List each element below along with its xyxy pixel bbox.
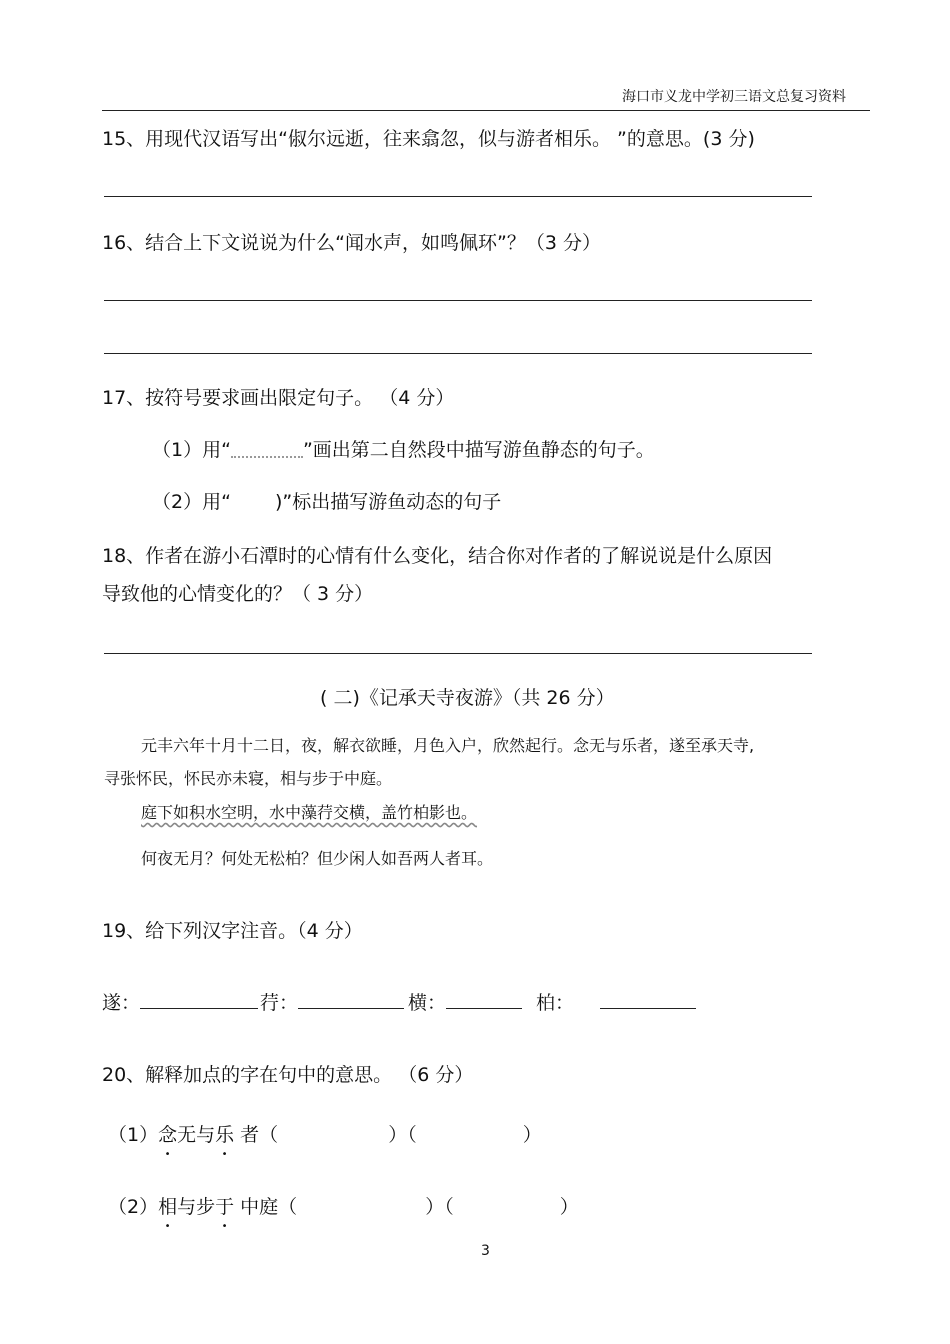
item-text: 无与 <box>177 1124 216 1146</box>
question-20: 20、解释加点的字在句中的意思。 （6 分） <box>102 1064 474 1086</box>
answer-line-18 <box>104 653 812 654</box>
item-1-prefix: （1）用“ <box>152 439 231 461</box>
wavy-underline-symbol <box>231 444 303 458</box>
item-text: ）（ <box>388 1124 417 1146</box>
header-title: 海口市义龙中学初三语文总复习资料 <box>622 89 846 105</box>
item-text: 者（ <box>234 1124 279 1146</box>
item-text: ）（ <box>425 1196 454 1218</box>
question-17-item-2 <box>152 487 501 514</box>
item-text: ） <box>559 1196 579 1218</box>
passage-line-3: 庭下如积水空明，水中藻荇交横，盖竹柏影也。 <box>141 803 478 822</box>
question-17-item-1 <box>152 435 655 462</box>
char-xing: 荇： <box>260 992 299 1014</box>
question-20-item-2 <box>108 1192 579 1219</box>
item-text: 中庭（ <box>234 1196 298 1218</box>
dotted-char-le: 乐 <box>215 1124 235 1146</box>
question-17: 17、按符号要求画出限定句子。 （4 分） <box>102 387 455 409</box>
char-bai: 柏： <box>536 992 575 1014</box>
item-2-suffix: )”标出描写游鱼动态的句子 <box>274 491 502 513</box>
passage-line-1: 元丰六年十月十二日，夜，解衣欲睡，月色入户，欣然起行。念无与乐者，遂至承天寺, <box>141 736 755 755</box>
item-text: ） <box>522 1124 542 1146</box>
char-sui: 遂： <box>102 992 141 1014</box>
pinyin-blank-1[interactable] <box>140 990 258 1009</box>
answer-line-16a <box>104 300 812 301</box>
pinyin-blank-2[interactable] <box>298 990 404 1009</box>
dotted-char-yu: 于 <box>215 1196 235 1218</box>
question-15: 15、用现代汉语写出“俶尔远逝，往来翕忽，似与游者相乐。 ”的意思。(3 分) <box>102 128 755 150</box>
answer-line-16b <box>104 353 812 354</box>
question-20-item-1 <box>108 1120 542 1147</box>
passage-line-4: 何夜无月？何处无松柏？但少闲人如吾两人者耳。 <box>141 849 494 868</box>
dotted-char-xiang: 相 <box>158 1196 178 1218</box>
pinyin-blank-3[interactable] <box>446 990 522 1009</box>
passage-line-2: 寻张怀民，怀民亦未寝，相与步于中庭。 <box>104 769 393 788</box>
pinyin-row <box>102 988 696 1015</box>
item-text: 与步 <box>177 1196 216 1218</box>
question-18-line-1: 18、作者在游小石潭时的心情有什么变化，结合你对作者的了解说说是什么原因 <box>102 545 773 567</box>
question-19: 19、给下列汉字注音。（4 分） <box>102 920 363 942</box>
section-2-title: ( 二)《记承天寺夜游》（共 26 分） <box>320 687 615 709</box>
item-number: （1） <box>108 1124 159 1146</box>
question-18-line-2: 导致他的心情变化的？（ 3 分） <box>102 583 374 605</box>
item-1-suffix: ”画出第二自然段中描写游鱼静态的句子。 <box>302 439 655 461</box>
page-number: 3 <box>481 1243 490 1259</box>
item-2-prefix: （2）用“ <box>152 491 231 513</box>
question-16: 16、结合上下文说说为什么“闻水声，如鸣佩环”？（3 分） <box>102 232 601 254</box>
header-divider <box>102 110 870 111</box>
char-heng: 横： <box>408 992 447 1014</box>
item-number: （2） <box>108 1196 159 1218</box>
pinyin-blank-4[interactable] <box>600 990 696 1009</box>
answer-line-15 <box>104 196 812 197</box>
dotted-char-nian: 念 <box>158 1124 178 1146</box>
